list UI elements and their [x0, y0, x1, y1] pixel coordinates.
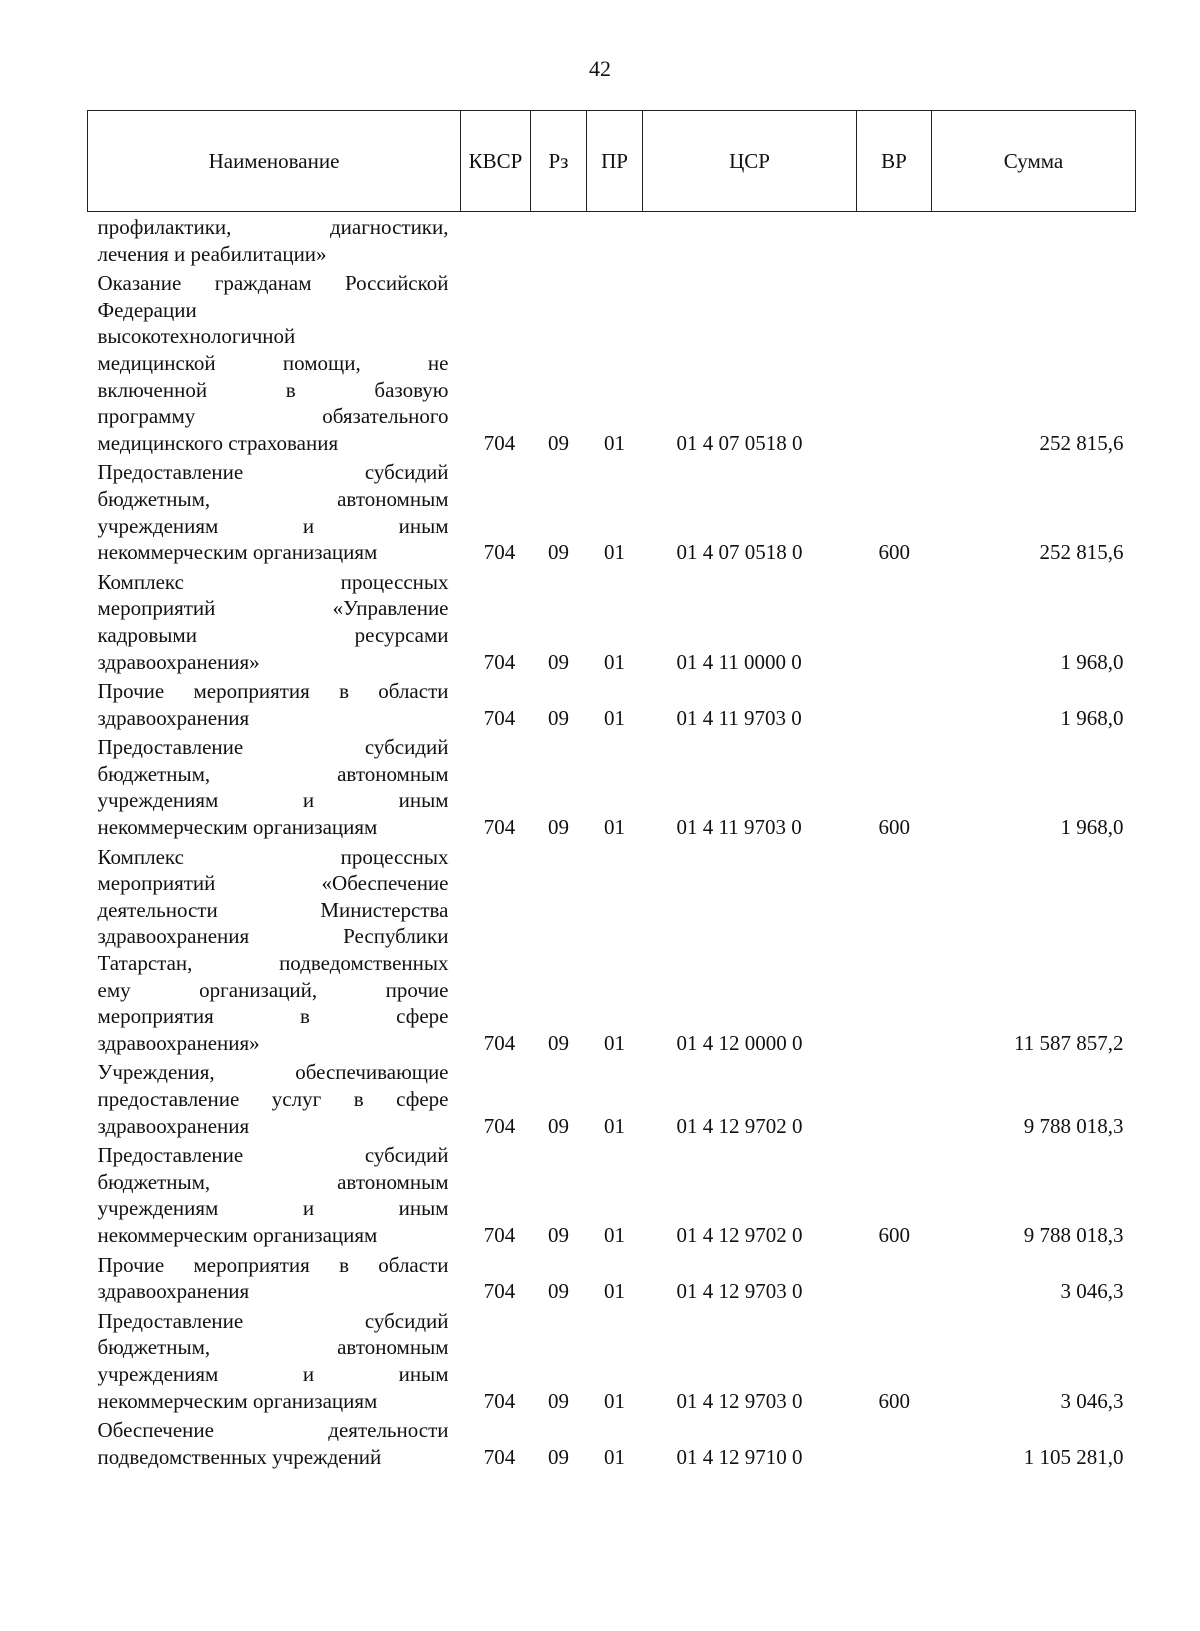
cell-kvsr: 704 [483, 649, 516, 674]
name-line: учреждениям и иным [97, 513, 449, 538]
cell-name [88, 1306, 461, 1415]
header-sum: Сумма [932, 111, 1136, 212]
name-line: Прочие мероприятия в области [97, 1252, 449, 1277]
cell-rz [531, 212, 587, 269]
name-line: предоставление услуг в сфере [97, 1087, 449, 1111]
cell-csr: 01 4 12 9703 0 [676, 1388, 803, 1413]
name-line: Татарстан, подведомственных [97, 951, 449, 976]
cell-name [88, 1057, 461, 1140]
cell-vr [857, 1415, 932, 1471]
cell-rz: 09 [548, 815, 569, 840]
name-line: Предоставление субсидий [97, 460, 449, 485]
name-line: кадровыми ресурсами [97, 622, 449, 647]
name-line: мероприятий «Обеспечение [97, 871, 449, 896]
cell-name [88, 212, 461, 269]
name-line: медицинского страхования [97, 430, 339, 455]
name-line: здравоохранения Республики [97, 924, 449, 949]
name-line: Прочие мероприятия в области [97, 679, 449, 704]
table-row [88, 842, 1136, 1058]
cell-csr: 01 4 12 9702 0 [676, 1222, 803, 1247]
cell-csr: 01 4 12 0000 0 [676, 1030, 803, 1055]
cell-rz: 09 [548, 1279, 569, 1304]
table-row [88, 676, 1136, 732]
cell-name [88, 457, 461, 566]
name-line: ему организаций, прочие [97, 977, 449, 1002]
cell-name [88, 268, 461, 457]
cell-vr [857, 842, 932, 1058]
name-line: Предоставление субсидий [97, 735, 449, 760]
name-line: учреждениям и иным [97, 1361, 449, 1386]
cell-name [88, 1415, 461, 1471]
name-line: мероприятий «Управление [97, 596, 449, 621]
table-row [88, 1250, 1136, 1306]
cell-pr: 01 [604, 815, 625, 840]
cell-csr: 01 4 07 0518 0 [676, 540, 803, 565]
cell-kvsr: 704 [483, 1388, 516, 1413]
name-line: здравоохранения [97, 705, 250, 730]
cell-name [88, 1250, 461, 1306]
name-line: Комплекс процессных [97, 844, 449, 869]
name-line: профилактики, диагностики, [97, 215, 449, 239]
cell-rz: 09 [548, 430, 569, 455]
cell-vr [857, 1250, 932, 1306]
cell-name [88, 732, 461, 841]
cell-vr: 600 [878, 1222, 910, 1247]
page-number: 42 [589, 56, 611, 81]
cell-csr: 01 4 12 9710 0 [676, 1444, 803, 1469]
cell-pr [587, 212, 643, 269]
cell-sum: 1 968,0 [1060, 649, 1124, 674]
header-kvsr: КВСР [461, 111, 531, 212]
name-line: здравоохранения» [97, 649, 260, 674]
cell-sum: 252 815,6 [1039, 430, 1124, 455]
name-line: некоммерческим организациям [97, 1388, 378, 1413]
cell-name [88, 842, 461, 1058]
cell-sum: 9 788 018,3 [1023, 1222, 1124, 1247]
name-line: лечения и реабилитации» [97, 241, 327, 266]
cell-rz: 09 [548, 540, 569, 565]
table-header [88, 111, 1136, 212]
header-row [88, 111, 1136, 212]
name-line: бюджетным, автономным [97, 1169, 449, 1194]
cell-sum: 3 046,3 [1060, 1279, 1124, 1304]
cell-vr [857, 567, 932, 676]
header-csr: ЦСР [643, 111, 857, 212]
cell-kvsr: 704 [483, 540, 516, 565]
cell-rz: 09 [548, 1388, 569, 1413]
name-line: Комплекс процессных [97, 569, 449, 594]
cell-kvsr: 704 [483, 1279, 516, 1304]
cell-csr: 01 4 07 0518 0 [676, 430, 803, 455]
name-line: программу обязательного [97, 404, 449, 429]
cell-pr: 01 [604, 1279, 625, 1304]
name-line: Предоставление субсидий [97, 1143, 449, 1168]
cell-name [88, 676, 461, 732]
name-line: Предоставление субсидий [97, 1308, 449, 1333]
name-line: бюджетным, автономным [97, 486, 449, 511]
cell-vr: 600 [878, 1388, 910, 1413]
name-line: здравоохранения [97, 1279, 250, 1304]
cell-vr [857, 268, 932, 457]
cell-csr: 01 4 11 9703 0 [676, 815, 802, 840]
cell-rz: 09 [548, 1030, 569, 1055]
table-body [88, 212, 1136, 1472]
cell-kvsr: 704 [483, 1444, 516, 1469]
name-line: учреждениям и иным [97, 1196, 449, 1221]
cell-sum [932, 212, 1136, 269]
cell-pr: 01 [604, 1388, 625, 1413]
name-line: некоммерческим организациям [97, 540, 378, 565]
cell-pr: 01 [604, 705, 625, 730]
cell-pr: 01 [604, 1113, 625, 1138]
cell-kvsr: 704 [483, 1030, 516, 1055]
cell-sum: 11 587 857,2 [1014, 1030, 1124, 1055]
name-line: бюджетным, автономным [97, 761, 449, 786]
name-line: включенной в базовую [97, 377, 449, 402]
table-row [88, 1415, 1136, 1471]
budget-table [87, 110, 1136, 1471]
header-name: Наименование [88, 111, 461, 212]
cell-kvsr: 704 [483, 705, 516, 730]
cell-pr: 01 [604, 1444, 625, 1469]
cell-sum: 252 815,6 [1039, 540, 1124, 565]
table-row [88, 732, 1136, 841]
table-row [88, 1057, 1136, 1140]
table-row [88, 567, 1136, 676]
cell-kvsr: 704 [483, 1113, 516, 1138]
cell-sum: 1 968,0 [1060, 705, 1124, 730]
cell-kvsr: 704 [483, 1222, 516, 1247]
name-line: некоммерческим организациям [97, 1222, 378, 1247]
cell-kvsr [461, 212, 531, 269]
cell-vr: 600 [878, 540, 910, 565]
name-line: некоммерческим организациям [97, 815, 378, 840]
cell-vr [857, 1057, 932, 1140]
cell-sum: 3 046,3 [1060, 1388, 1124, 1413]
name-line: здравоохранения [97, 1113, 250, 1138]
cell-rz: 09 [548, 649, 569, 674]
cell-csr: 01 4 11 9703 0 [676, 705, 802, 730]
name-line: Обеспечение деятельности [97, 1418, 449, 1443]
table-row [88, 212, 1136, 269]
cell-pr: 01 [604, 430, 625, 455]
cell-sum: 1 105 281,0 [1023, 1444, 1124, 1469]
cell-name [88, 1140, 461, 1249]
cell-pr: 01 [604, 540, 625, 565]
cell-vr [857, 676, 932, 732]
cell-sum: 1 968,0 [1060, 815, 1124, 840]
cell-csr: 01 4 11 0000 0 [676, 649, 802, 674]
cell-csr [643, 212, 857, 269]
name-line: высокотехнологичной [97, 324, 296, 349]
table-row [88, 268, 1136, 457]
name-line: мероприятия в сфере [97, 1004, 449, 1029]
cell-pr: 01 [604, 1222, 625, 1247]
name-line: Федерации [97, 297, 197, 322]
name-line: учреждениям и иным [97, 788, 449, 813]
cell-rz: 09 [548, 1222, 569, 1247]
cell-csr: 01 4 12 9703 0 [676, 1279, 803, 1304]
name-line: Оказание гражданам Российской [97, 271, 449, 296]
header-vr: ВР [857, 111, 932, 212]
cell-kvsr: 704 [483, 815, 516, 840]
table-row [88, 1306, 1136, 1415]
cell-rz: 09 [548, 1113, 569, 1138]
name-line: бюджетным, автономным [97, 1335, 449, 1360]
table-row [88, 457, 1136, 566]
header-rz: Рз [531, 111, 587, 212]
name-line: медицинской помощи, не [97, 350, 449, 375]
cell-rz: 09 [548, 1444, 569, 1469]
name-line: деятельности Министерства [97, 897, 449, 922]
cell-vr [857, 212, 932, 269]
header-pr: ПР [587, 111, 643, 212]
cell-sum: 9 788 018,3 [1023, 1113, 1124, 1138]
cell-csr: 01 4 12 9702 0 [676, 1113, 803, 1138]
name-line: подведомственных учреждений [97, 1444, 382, 1469]
cell-pr: 01 [604, 1030, 625, 1055]
name-line: Учреждения, обеспечивающие [97, 1060, 449, 1085]
cell-rz: 09 [548, 705, 569, 730]
table-row [88, 1140, 1136, 1249]
cell-name [88, 567, 461, 676]
cell-vr: 600 [878, 815, 910, 840]
cell-kvsr: 704 [483, 430, 516, 455]
name-line: здравоохранения» [97, 1030, 260, 1055]
cell-pr: 01 [604, 649, 625, 674]
